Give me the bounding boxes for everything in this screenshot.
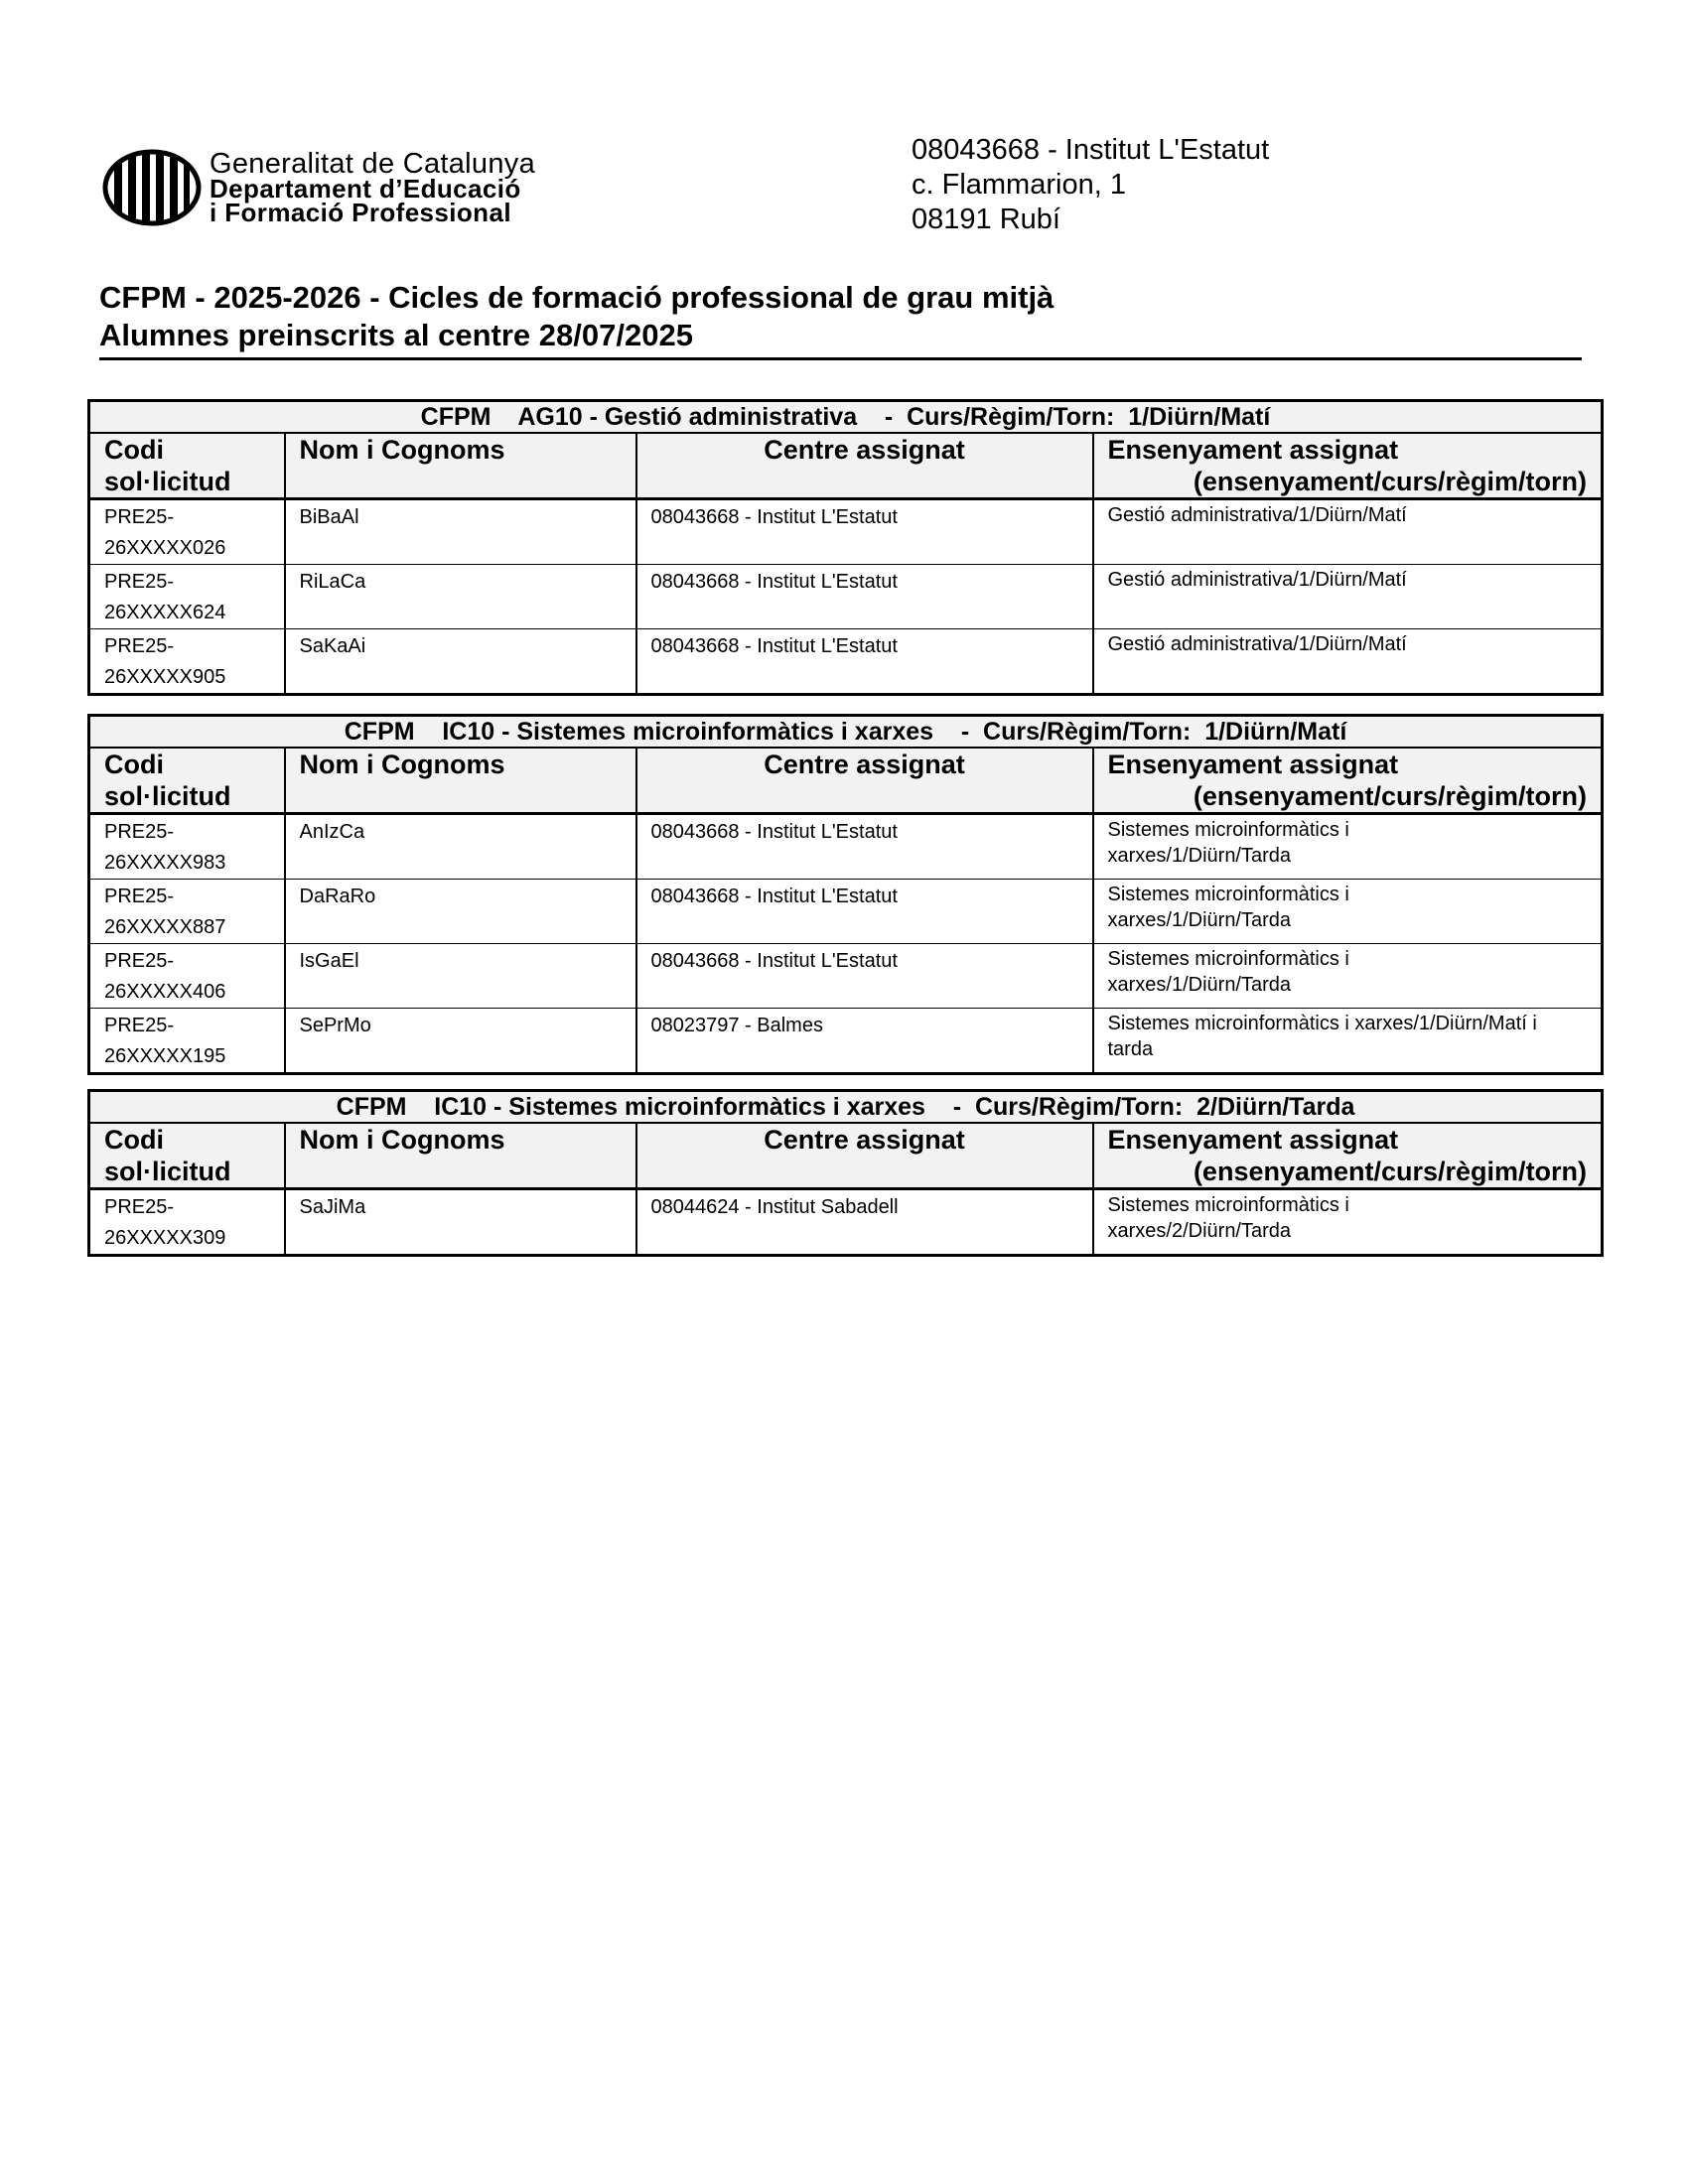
- table-row: [89, 1189, 1603, 1256]
- cell-nom: SePrMo: [285, 1009, 636, 1074]
- section-caption: CFPM IC10 - Sistemes microinformàtics i xarxes - Curs/Règim/Torn: 1/Diürn/Matí: [89, 716, 1603, 749]
- table-row: [89, 880, 1603, 944]
- table-row: [89, 814, 1603, 880]
- cell-ensenyament: Gestió administrativa/1/Diürn/Matí: [1093, 565, 1603, 629]
- document-title: [99, 279, 1582, 360]
- cell-ensenyament: Sistemes microinformàtics i xarxes/1/Diürn/Tarda: [1093, 944, 1603, 1009]
- col-header-ensenyament: Ensenyament assignat (ensenyament/curs/règim/torn): [1093, 433, 1603, 499]
- address-line: 08191 Rubí: [912, 204, 1060, 235]
- section-caption: CFPM IC10 - Sistemes microinformàtics i xarxes - Curs/Règim/Torn: 2/Diürn/Tarda: [89, 1091, 1603, 1124]
- col-header-centre: Centre assignat: [636, 748, 1093, 814]
- cell-nom: DaRaRo: [285, 880, 636, 944]
- cell-centre: 08043668 - Institut L'Estatut: [636, 565, 1093, 629]
- table-row: [89, 629, 1603, 695]
- address-line: 08043668 - Institut L'Estatut: [912, 134, 1270, 166]
- table-row: [89, 944, 1603, 1009]
- cell-codi: PRE25- 26XXXXX026: [89, 499, 285, 565]
- cell-codi: PRE25- 26XXXXX983: [89, 814, 285, 880]
- enrollment-section: [87, 714, 1601, 1075]
- enrollment-table: [87, 1089, 1604, 1257]
- cell-centre: 08023797 - Balmes: [636, 1009, 1093, 1074]
- generalitat-emblem-icon: [102, 149, 202, 226]
- cell-nom: SaJiMa: [285, 1189, 636, 1256]
- cell-nom: BiBaAl: [285, 499, 636, 565]
- cell-nom: SaKaAi: [285, 629, 636, 695]
- school-address: [912, 133, 1269, 237]
- cell-ensenyament: Sistemes microinformàtics i xarxes/1/Diürn/Tarda: [1093, 880, 1603, 944]
- col-header-ensenyament: Ensenyament assignat (ensenyament/curs/règim/torn): [1093, 748, 1603, 814]
- cell-ensenyament: Gestió administrativa/1/Diürn/Matí: [1093, 629, 1603, 695]
- cell-codi: PRE25- 26XXXXX309: [89, 1189, 285, 1256]
- cell-ensenyament: Gestió administrativa/1/Diürn/Matí: [1093, 499, 1603, 565]
- cell-centre: 08043668 - Institut L'Estatut: [636, 629, 1093, 695]
- enrollment-section: [87, 1089, 1601, 1257]
- cell-nom: RiLaCa: [285, 565, 636, 629]
- col-header-centre: Centre assignat: [636, 433, 1093, 499]
- address-line: c. Flammarion, 1: [912, 169, 1126, 201]
- cell-ensenyament: Sistemes microinformàtics i xarxes/1/Diürn/Tarda: [1093, 814, 1603, 880]
- cell-centre: 08043668 - Institut L'Estatut: [636, 499, 1093, 565]
- logo-line-2: Departament d’Educació: [210, 174, 521, 204]
- logo-line-1: Generalitat de Catalunya: [210, 148, 536, 180]
- section-caption: CFPM AG10 - Gestió administrativa - Curs/Règim/Torn: 1/Diürn/Matí: [89, 401, 1603, 434]
- col-header-ensenyament: Ensenyament assignat (ensenyament/curs/règim/torn): [1093, 1123, 1603, 1189]
- table-row: [89, 565, 1603, 629]
- cell-nom: IsGaEl: [285, 944, 636, 1009]
- cell-ensenyament: Sistemes microinformàtics i xarxes/1/Diürn/Matí i tarda: [1093, 1009, 1603, 1074]
- title-line-1: CFPM - 2025-2026 - Cicles de formació professional de grau mitjà: [99, 280, 1055, 315]
- table-row: [89, 1009, 1603, 1074]
- col-header-nom: Nom i Cognoms: [285, 1123, 636, 1189]
- col-header-codi: Codi sol·licitud: [89, 1123, 285, 1189]
- cell-codi: PRE25- 26XXXXX905: [89, 629, 285, 695]
- enrollment-table: [87, 399, 1604, 696]
- cell-ensenyament: Sistemes microinformàtics i xarxes/2/Diürn/Tarda: [1093, 1189, 1603, 1256]
- title-line-2: Alumnes preinscrits al centre 28/07/2025: [99, 318, 693, 352]
- enrollment-section: [87, 399, 1601, 696]
- cell-centre: 08043668 - Institut L'Estatut: [636, 944, 1093, 1009]
- cell-centre: 08044624 - Institut Sabadell: [636, 1189, 1093, 1256]
- col-header-centre: Centre assignat: [636, 1123, 1093, 1189]
- col-header-codi: Codi sol·licitud: [89, 748, 285, 814]
- col-header-nom: Nom i Cognoms: [285, 433, 636, 499]
- cell-codi: PRE25- 26XXXXX624: [89, 565, 285, 629]
- cell-codi: PRE25- 26XXXXX195: [89, 1009, 285, 1074]
- cell-centre: 08043668 - Institut L'Estatut: [636, 880, 1093, 944]
- logo-line-3: i Formació Professional: [210, 198, 511, 227]
- cell-centre: 08043668 - Institut L'Estatut: [636, 814, 1093, 880]
- cell-codi: PRE25- 26XXXXX406: [89, 944, 285, 1009]
- cell-codi: PRE25- 26XXXXX887: [89, 880, 285, 944]
- generalitat-logo: [102, 149, 658, 226]
- table-row: [89, 499, 1603, 565]
- col-header-codi: Codi sol·licitud: [89, 433, 285, 499]
- enrollment-table: [87, 714, 1604, 1075]
- col-header-nom: Nom i Cognoms: [285, 748, 636, 814]
- cell-nom: AnIzCa: [285, 814, 636, 880]
